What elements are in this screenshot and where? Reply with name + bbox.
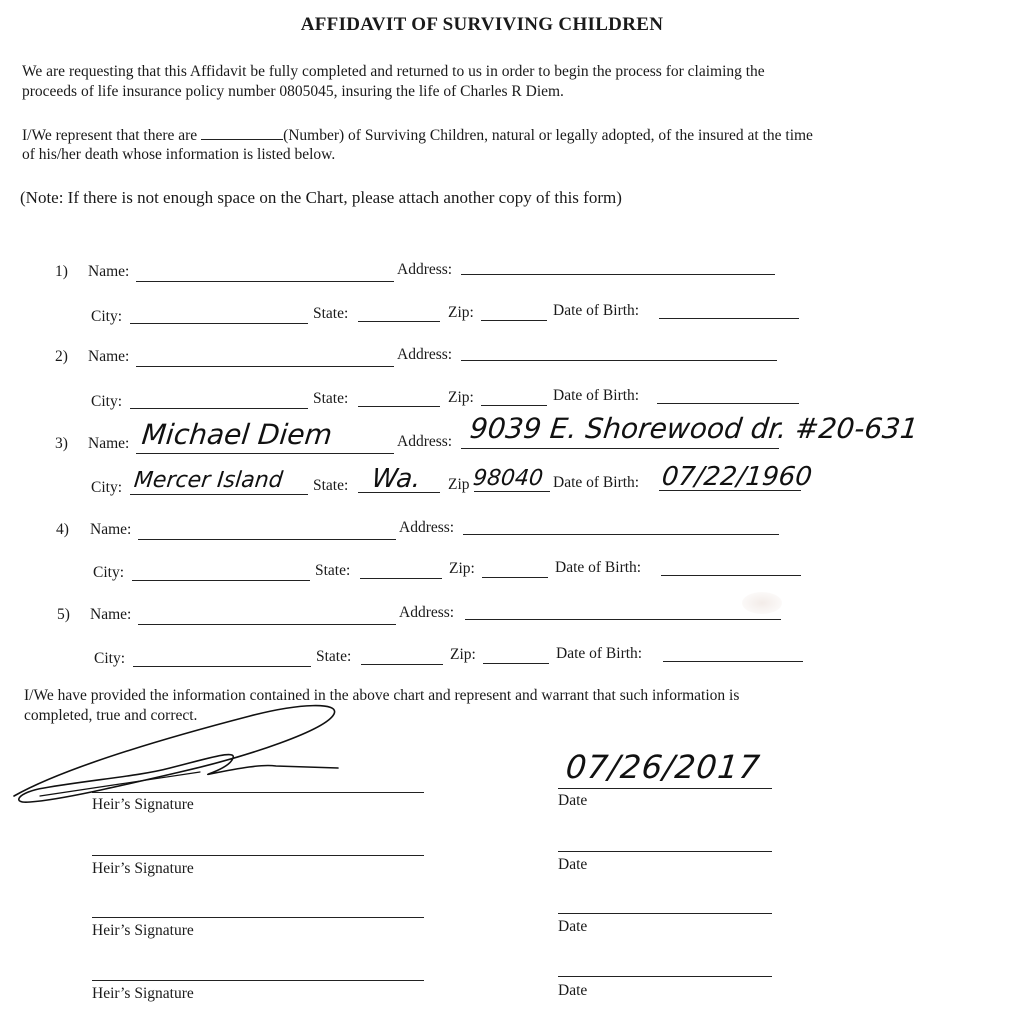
date-label: Date (558, 918, 588, 935)
handwritten-city: Mercer Island (132, 468, 285, 493)
heir-signature-label: Heir’s Signature (92, 796, 194, 813)
state-label: State: (316, 648, 352, 665)
address-label: Address: (397, 346, 453, 363)
handwritten-address: 9039 E. Shorewood dr. #20-631 (468, 412, 920, 445)
handwritten-dob: 07/22/1960 (660, 462, 814, 492)
zip-label: Zip: (449, 560, 475, 577)
note-text: (Note: If there is not enough space on the Chart, please attach another copy of this form) (20, 188, 622, 207)
entry-number: 5) (57, 606, 70, 623)
zip-label: Zip: (448, 389, 474, 406)
document-title: AFFIDAVIT OF SURVIVING CHILDREN (300, 14, 664, 35)
heir-signature-label: Heir’s Signature (92, 922, 194, 939)
handwritten-zip: 98040 (471, 466, 545, 491)
dob-label: Date of Birth: (555, 559, 642, 576)
state-label: State: (313, 305, 349, 322)
address-label: Address: (397, 433, 453, 450)
handwritten-name: Michael Diem (140, 418, 334, 451)
heir-signature-label: Heir’s Signature (92, 860, 194, 877)
represent-line-2: of his/her death whose information is listed below. (22, 146, 336, 163)
dob-label: Date of Birth: (553, 474, 640, 491)
heir-signature-label: Heir’s Signature (92, 985, 194, 1002)
entry-number: 4) (56, 521, 69, 538)
handwritten-state: Wa. (370, 464, 423, 494)
dob-label: Date of Birth: (553, 387, 640, 404)
address-label: Address: (399, 604, 455, 621)
handwritten-signature-date: 07/26/2017 (564, 748, 763, 786)
date-label: Date (558, 792, 588, 809)
city-label: City: (91, 393, 123, 410)
warranty-line-1: I/We have provided the information contained in the above chart and represent and warrant that such information is (24, 687, 740, 704)
zip-label: Zip: (450, 646, 476, 663)
address-label: Address: (397, 261, 453, 278)
city-label: City: (91, 308, 123, 325)
name-label: Name: (88, 435, 130, 452)
state-label: State: (313, 390, 349, 407)
intro-line-1: We are requesting that this Affidavit be fully completed and returned to us in order to begin the process for claiming the (22, 63, 765, 80)
entry-number: 2) (55, 348, 68, 365)
dob-label: Date of Birth: (556, 645, 643, 662)
name-label: Name: (90, 606, 132, 623)
state-label: State: (313, 477, 349, 494)
city-label: City: (93, 564, 125, 581)
name-label: Name: (88, 263, 130, 280)
dob-label: Date of Birth: (553, 302, 640, 319)
date-label: Date (558, 856, 588, 873)
city-label: City: (91, 479, 123, 496)
zip-label: Zip: (448, 304, 474, 321)
zip-label: Zip (448, 476, 470, 493)
represent-prefix: I/We represent that there are (22, 127, 198, 144)
intro-line-2: proceeds of life insurance policy number 0805045, insuring the life of Charles R Diem. (22, 83, 564, 100)
city-label: City: (94, 650, 126, 667)
warranty-line-2: completed, true and correct. (24, 707, 198, 724)
name-label: Name: (90, 521, 132, 538)
entry-number: 1) (55, 263, 68, 280)
entry-number: 3) (55, 435, 68, 452)
address-label: Address: (399, 519, 455, 536)
name-label: Name: (88, 348, 130, 365)
represent-suffix: (Number) of Surviving Children, natural or legally adopted, of the insured at the time (283, 127, 813, 144)
state-label: State: (315, 562, 351, 579)
date-label: Date (558, 982, 588, 999)
paper-smudge (742, 592, 782, 614)
